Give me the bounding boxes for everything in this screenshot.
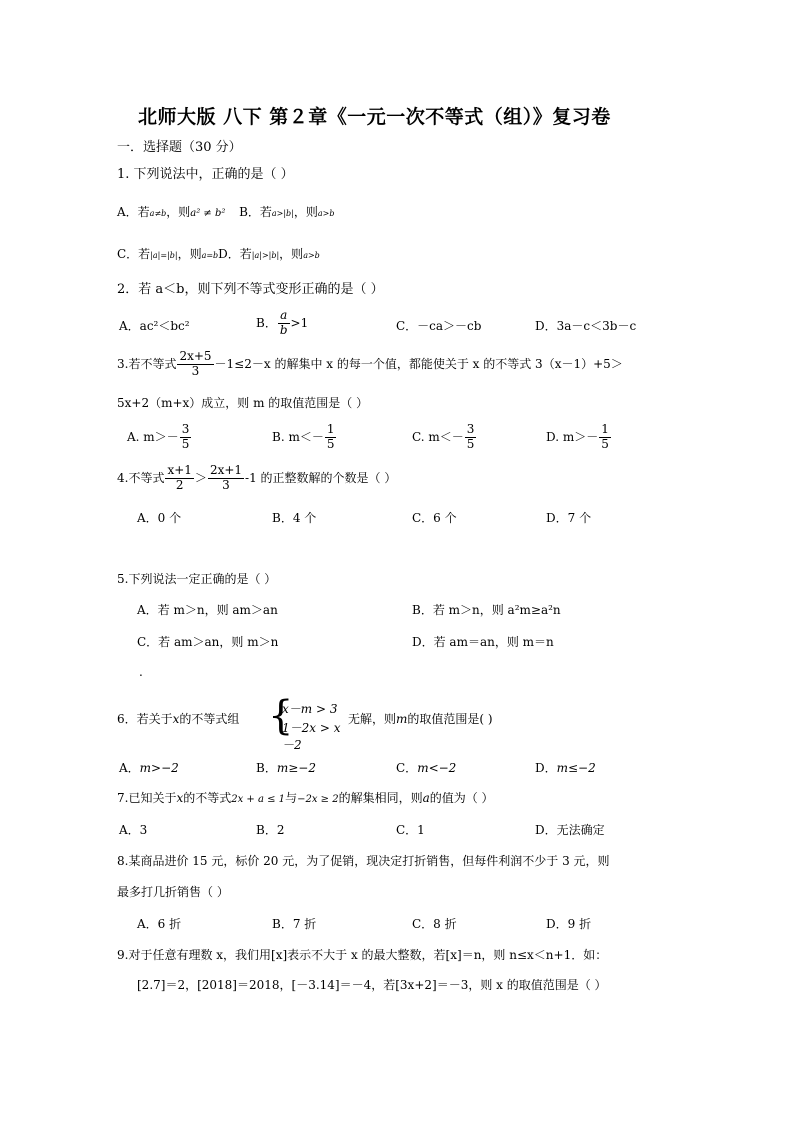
q2-option-a: A．ac²＜bc² — [119, 319, 190, 333]
q1-option-c-result: a=b — [201, 251, 219, 260]
q1-option-b-then: ，则 — [293, 205, 318, 219]
q5-option-b: B．若 m＞n，则 a²m≥a²n — [412, 603, 561, 617]
question-1-options-ab — [117, 206, 334, 219]
q6-c-value: m<−2 — [417, 761, 457, 775]
q2-option-b — [256, 309, 308, 338]
q6-variable-m: m — [396, 712, 408, 726]
q1-option-d-then: ，则 — [279, 247, 304, 261]
q4-numerator-1: x+1 — [167, 463, 192, 477]
q3-b-label: B. m＜－ — [272, 429, 324, 444]
q4-option-b: B．4 个 — [272, 511, 317, 525]
q1-option-c-condition: |a|=|b| — [150, 251, 178, 260]
q4-suffix: -1 的正整数解的个数是（ ） — [245, 470, 397, 485]
question-3-stem-line1 — [117, 350, 623, 379]
q7-variable-a: a — [422, 791, 430, 805]
q3-fraction — [177, 350, 213, 379]
question-5-stem: 5.下列说法一定正确的是（ ） — [117, 572, 277, 586]
q3-d-denominator: 5 — [601, 436, 609, 451]
q3-c-numerator: 3 — [466, 422, 475, 436]
q5-option-d: D．若 am＝an，则 m＝n — [412, 635, 554, 649]
q1-option-a-condition: a≠b — [149, 209, 167, 218]
q7-option-b: B．2 — [256, 823, 285, 837]
q1-option-c-label: C．若 — [117, 247, 151, 261]
q7-option-d: D．无法确定 — [535, 823, 605, 837]
q8-option-c: C．8 折 — [412, 917, 457, 931]
question-4-stem — [117, 464, 396, 493]
q3-b-fraction — [325, 423, 337, 452]
question-1-options-cd — [117, 248, 320, 260]
q4-option-c: C．6 个 — [412, 511, 457, 525]
q3-option-d — [546, 423, 612, 452]
q2-option-b-label: B． — [256, 315, 277, 330]
q7-suffix: 的值为（ ） — [429, 791, 494, 805]
q1-option-d-condition: |a|>|b| — [251, 251, 280, 260]
q4-option-a: A．0 个 — [137, 511, 182, 525]
q7-inequality-1: 2x + a ≤ 1 — [231, 794, 286, 805]
q3-a-numerator: 3 — [181, 422, 190, 436]
question-9-stem-line1: 9.对于任意有理数 x，我们用[x]表示不大于 x 的最大整数，若[x]＝n，则 n≤x＜n+1．如： — [117, 948, 608, 962]
q2-b-numerator: a — [278, 309, 290, 324]
q6-system-row-1: x－m > 3 — [282, 702, 338, 716]
q1-option-a-then: ，则 — [166, 205, 191, 219]
q7-option-c: C．1 — [396, 823, 425, 837]
q4-greater: ＞ — [194, 470, 207, 485]
q5-trailing-dot: . — [139, 665, 143, 679]
q1-option-b-result: a>b — [317, 209, 335, 218]
q5-option-c: C．若 am＞an，则 m＞n — [137, 635, 279, 649]
q7-middle-2: 与 — [285, 791, 298, 805]
q1-option-a-label: A．若 — [117, 205, 150, 219]
q1-option-b-label: B．若 — [239, 205, 272, 219]
q3-denominator: 3 — [191, 363, 200, 378]
q2-b-denominator: b — [279, 322, 288, 337]
q6-d-label: D． — [535, 761, 557, 775]
section-heading: 一．选择题（30 分） — [117, 140, 242, 155]
q6-suffix-2: 的取值范围是( ) — [407, 712, 493, 726]
q6-b-value: m≥−2 — [276, 761, 316, 775]
q4-fraction-1 — [165, 464, 193, 493]
q7-inequality-2: −2x ≥ 2 — [297, 794, 339, 805]
q3-a-denominator: 5 — [181, 436, 190, 451]
q6-c-label: C． — [396, 761, 418, 775]
q6-left-brace: { — [268, 693, 294, 739]
q8-option-a: A．6 折 — [137, 917, 182, 931]
q6-prefix: 6．若关于 — [117, 712, 173, 726]
q7-prefix: 7.已知关于 — [117, 791, 177, 805]
question-6-stem-post — [348, 713, 493, 725]
question-6-stem-pre — [117, 713, 239, 725]
q6-a-label: A． — [119, 761, 140, 775]
q6-option-a — [119, 762, 179, 774]
q6-suffix-1: 无解，则 — [348, 712, 397, 726]
q1-option-d-label: D．若 — [218, 247, 252, 261]
q3-suffix: －1≤2－x 的解集中 x 的每一个值，都能使关于 x 的不等式 3（x－1）+5＞ — [214, 356, 623, 371]
q3-a-label: A. m＞－ — [127, 429, 179, 444]
q6-option-c — [396, 762, 456, 774]
q6-middle: 的不等式组 — [179, 712, 240, 726]
q1-option-b-condition: a>|b| — [271, 209, 294, 218]
q4-denominator-1: 2 — [175, 477, 184, 492]
q3-option-c — [412, 423, 477, 452]
q6-system-row-2: 1－2x > x－2 — [282, 721, 341, 752]
q6-b-label: B． — [256, 761, 277, 775]
q1-option-d-result: a>b — [303, 251, 320, 260]
q3-numerator: 2x+5 — [179, 349, 212, 363]
q4-option-d: D．7 个 — [546, 511, 592, 525]
q2-option-b-rest: >1 — [290, 315, 309, 330]
q7-middle-1: 的不等式 — [183, 791, 232, 805]
q3-c-denominator: 5 — [466, 436, 475, 451]
question-8-stem-line2: 最多打几折销售（ ） — [117, 885, 229, 899]
q3-b-denominator: 5 — [326, 436, 335, 451]
q6-option-d — [535, 762, 596, 774]
q6-option-b — [256, 762, 316, 774]
q4-fraction-2 — [208, 464, 244, 493]
q3-d-numerator: 1 — [601, 422, 609, 436]
q6-inequality-system — [268, 693, 348, 752]
q3-b-numerator: 1 — [326, 422, 335, 436]
q7-middle-3: 的解集相同，则 — [338, 791, 423, 805]
q3-c-fraction — [465, 423, 477, 452]
q6-d-value: m≤−2 — [556, 761, 596, 775]
q4-denominator-2: 3 — [222, 477, 230, 492]
q3-d-label: D. m＞－ — [546, 429, 599, 444]
question-2-stem: 2．若 a＜b，则下列不等式变形正确的是（ ） — [117, 282, 384, 297]
q2-option-b-fraction — [278, 309, 290, 338]
q4-numerator-2: 2x+1 — [209, 463, 243, 477]
question-8-stem-line1: 8.某商品进价 15 元，标价 20 元，为了促销，现决定打折销售，但每件利润不少于 3 元，则 — [117, 854, 610, 868]
q6-variable-x: x — [172, 712, 180, 726]
question-1-stem: 1. 下列说法中，正确的是（ ） — [117, 167, 294, 182]
q1-option-c-then: ，则 — [177, 247, 202, 261]
q3-a-fraction — [180, 423, 192, 452]
q3-option-a — [127, 423, 192, 452]
q3-c-label: C. m＜－ — [412, 429, 464, 444]
q3-prefix: 3.若不等式 — [117, 356, 177, 371]
q1-option-a-result: a² ≠ b² — [190, 208, 226, 219]
q3-d-fraction — [599, 423, 611, 452]
q7-option-a: A．3 — [119, 823, 148, 837]
q6-a-value: m>−2 — [139, 761, 179, 775]
question-3-stem-line2: 5x+2（m+x）成立，则 m 的取值范围是（ ） — [117, 396, 369, 410]
question-9-stem-line2: [2.7]＝2，[2018]＝2018，[－3.14]＝－4，若[3x+2]＝－3，则 x 的取值范围是（ ） — [137, 978, 607, 992]
q4-prefix: 4.不等式 — [117, 470, 165, 485]
q3-option-b — [272, 423, 337, 452]
q8-option-d: D．9 折 — [546, 917, 592, 931]
question-7-stem — [117, 792, 494, 805]
q2-option-c: C．－ca＞－cb — [396, 319, 482, 333]
page-title: 北师大版 八下 第２章《一元一次不等式（组）》复习卷 — [138, 106, 611, 128]
q8-option-b: B．7 折 — [272, 917, 317, 931]
q5-option-a: A．若 m＞n，则 am＞an — [137, 603, 278, 617]
q2-option-d: D．3a－c＜3b－c — [535, 319, 637, 333]
q7-variable-x: x — [176, 791, 184, 805]
